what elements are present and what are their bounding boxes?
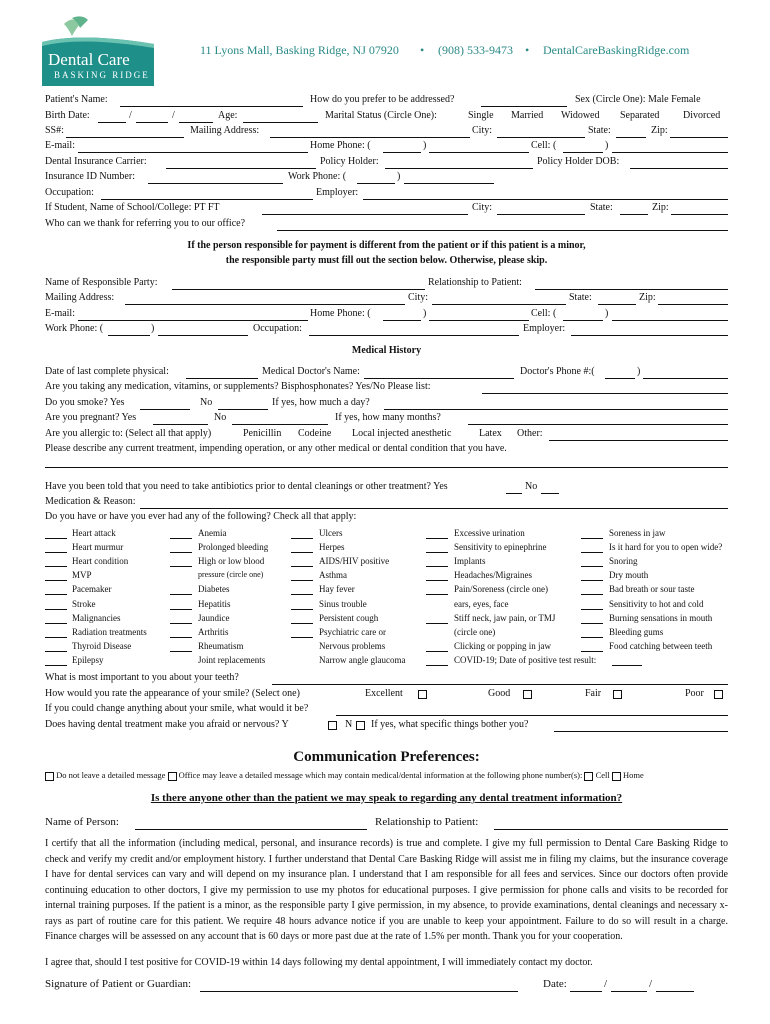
resp-city-label: City:: [408, 292, 429, 303]
holder-dob-label: Policy Holder DOB:: [537, 156, 620, 167]
marital-married[interactable]: Married: [511, 110, 544, 121]
allergy-codeine[interactable]: Codeine: [298, 428, 332, 439]
condition-label: Stiff neck, jaw pain, or TMJ: [454, 612, 556, 623]
student-city-label: City:: [472, 202, 493, 213]
afraid-no-label: N: [345, 719, 353, 730]
pregnant-no-label: No: [214, 412, 227, 423]
cell-label: Cell: [595, 770, 610, 780]
afraid-label: Does having dental treatment make you afraid or nervous? Y: [45, 719, 289, 730]
home-phone-area-field[interactable]: [383, 152, 421, 153]
resp-home-area-field[interactable]: [383, 320, 421, 321]
no-detail-checkbox[interactable]: [45, 772, 54, 781]
student-label: If Student, Name of School/College: PT FT: [45, 202, 220, 213]
condition-label: Pain/Soreness (circle one): [454, 584, 548, 595]
marital-single[interactable]: Single: [468, 110, 494, 121]
condition-label: Psychiatric care or: [319, 626, 386, 637]
condition-checkline[interactable]: [45, 566, 67, 567]
covid-agreement: I agree that, should I test positive for COVID-19 within 14 days following my dental appointment, I will immediately contact my doctor.: [45, 957, 593, 968]
birth-label: Birth Date:: [45, 110, 90, 121]
condition-label: MVP: [72, 570, 92, 581]
resp-mailing-field[interactable]: [125, 304, 405, 305]
resp-zip-field[interactable]: [658, 304, 728, 305]
resp-work-paren: ): [151, 323, 155, 334]
condition-label: ears, eyes, face: [454, 598, 509, 609]
resp-state-label: State:: [569, 292, 592, 303]
doctor-name-label: Medical Doctor's Name:: [262, 366, 360, 377]
age-label: Age:: [218, 110, 238, 121]
rate-fair-label: Fair: [585, 688, 602, 699]
resp-home-phone-label: Home Phone: (: [310, 308, 371, 319]
condition-checkline[interactable]: [170, 566, 192, 567]
resp-email-field[interactable]: [78, 320, 308, 321]
occupation-field[interactable]: [101, 199, 313, 200]
condition-label: Thyroid Disease: [72, 640, 132, 651]
home-phone-label: Home Phone: (: [310, 140, 371, 151]
condition-checkline[interactable]: [170, 594, 192, 595]
state-label: State:: [588, 125, 611, 136]
birth-slash: /: [129, 110, 132, 121]
smile-rate-label: How would you rate the appearance of your smile? (Select one): [45, 688, 300, 699]
condition-checkline[interactable]: [426, 651, 448, 652]
may-leave-label: Office may leave a detailed message which may contain medical/dental information at the following phone number(s):: [178, 770, 583, 780]
condition-label: Arthritis: [198, 626, 229, 637]
rate-good-checkbox[interactable]: [523, 690, 532, 699]
certification-paragraph: I certify that all the information (including medical, personal, and insurance records) is true and complete. I give my full permission to Dental Care Basking Ridge to check and verify my credit and/or employment history. I further understand that Dental Care Basking Ridge will assist me in filing my claims, but the insurance coverage I have for dental services can vary and will depend on my insurance plan. I understand that I am responsible for all fees and services. Since our doctors often provide continuing education to other doctors, I give my permission to use my photos for educational purposes. I give permission for phone calls and visits to be recorded for internal training purposes. If the patient is a minor, as the responsible party I give permission, in my absence, to provide examinations, dental cleanings and necessary x-rays as part of routine care for this patient. We require 48 hours advance notice if you are unable to keep your appointment. Failure to do so will result in a charge. Finance charges will be assessed on any account that is 60 days or more past due at the rate of 1.5% per month. Thank you for your cooperation.: [45, 838, 728, 942]
state-field[interactable]: [616, 137, 646, 138]
condition-checkline[interactable]: [170, 538, 192, 539]
date-label: Date:: [543, 978, 567, 990]
header-phone: (908) 533-9473: [438, 43, 513, 57]
condition-checkline[interactable]: [170, 637, 192, 638]
antibiotics-no-label: No: [525, 481, 538, 492]
condition-label: Persistent cough: [319, 612, 379, 623]
birth-day-field[interactable]: [136, 122, 168, 123]
condition-checkline[interactable]: [426, 623, 448, 624]
antibiotics-label: Have you been told that you need to take antibiotics prior to dental cleanings or other treatment? Yes: [45, 481, 448, 492]
work-phone-paren: ): [397, 171, 401, 182]
condition-checkline[interactable]: [170, 552, 192, 553]
smile-change-field[interactable]: [336, 715, 728, 716]
condition-label: Stroke: [72, 598, 96, 609]
condition-label: Hay fever: [319, 584, 355, 595]
doctor-phone-field[interactable]: [643, 378, 728, 379]
condition-label: Ulcers: [319, 528, 343, 538]
condition-label: AIDS/HIV positive: [319, 556, 390, 567]
home-phone-paren: ): [423, 140, 427, 151]
addressed-label: How do you prefer to be addressed?: [310, 94, 455, 105]
resp-name-label: Name of Responsible Party:: [45, 277, 158, 288]
resp-work-field[interactable]: [158, 335, 248, 336]
marital-separated[interactable]: Separated: [620, 110, 660, 121]
condition-label: Implants: [454, 556, 486, 567]
condition-checkline[interactable]: [426, 538, 448, 539]
carrier-label: Dental Insurance Carrier:: [45, 156, 147, 167]
smoke-yes-field[interactable]: [140, 409, 190, 410]
condition-checkline[interactable]: [581, 609, 603, 610]
condition-label: Is it hard for you to open wide?: [609, 542, 723, 553]
condition-checkline[interactable]: [291, 609, 313, 610]
smoke-label: Do you smoke? Yes: [45, 397, 125, 408]
person-name-label: Name of Person:: [45, 816, 119, 828]
condition-label: Sensitivity to hot and cold: [609, 598, 704, 609]
cell-field[interactable]: [612, 152, 728, 153]
cell-label: Cell: (: [531, 140, 557, 151]
smile-important-label: What is most important to you about your teeth?: [45, 672, 239, 683]
communication-title: Communication Preferences:: [293, 749, 480, 765]
resp-zip-label: Zip:: [639, 292, 656, 303]
condition-label: pressure (circle one): [198, 570, 264, 580]
covid-date-field[interactable]: [612, 665, 642, 666]
condition-checkline[interactable]: [291, 538, 313, 539]
condition-label: Food catching between teeth: [609, 640, 713, 651]
resp-mailing-label: Mailing Address:: [45, 292, 115, 303]
birth-slash-2: /: [172, 110, 175, 121]
smile-change-label: If you could change anything about your smile, what would it be?: [45, 703, 309, 714]
condition-checkline[interactable]: [291, 594, 313, 595]
condition-checkline[interactable]: [581, 637, 603, 638]
home-phone-field[interactable]: [429, 152, 529, 153]
student-state-label: State:: [590, 202, 613, 213]
brand-subtitle: BASKING RIDGE: [54, 70, 150, 80]
condition-checkline[interactable]: [45, 594, 67, 595]
afraid-what-label: If yes, what specific things bother you?: [371, 719, 529, 730]
student-city-field[interactable]: [497, 214, 585, 215]
antibiotics-no-field[interactable]: [541, 493, 559, 494]
date-day-field[interactable]: [611, 991, 647, 992]
employer-label: Employer:: [316, 187, 359, 198]
zip-field[interactable]: [670, 137, 728, 138]
resp-cell-area-field[interactable]: [563, 320, 603, 321]
condition-checkline[interactable]: [45, 580, 67, 581]
home-label: Home: [623, 770, 644, 780]
allergy-local[interactable]: Local injected anesthetic: [352, 428, 452, 439]
condition-checkline[interactable]: [291, 566, 313, 567]
condition-label: Joint replacements: [198, 654, 266, 665]
marital-widowed[interactable]: Widowed: [561, 110, 600, 121]
condition-checkline[interactable]: [170, 609, 192, 610]
birth-month-field[interactable]: [98, 122, 126, 123]
afraid-no-checkbox[interactable]: [356, 721, 365, 730]
allergic-label: Are you allergic to: (Select all that apply): [45, 428, 212, 439]
pregnant-yes-field[interactable]: [153, 424, 208, 425]
person-name-field[interactable]: [135, 829, 367, 830]
work-phone-field[interactable]: [404, 183, 494, 184]
resp-occupation-label: Occupation:: [253, 323, 302, 334]
student-state-field[interactable]: [620, 214, 648, 215]
condition-label: Diabetes: [198, 584, 230, 595]
condition-checkline[interactable]: [581, 538, 603, 539]
person-relationship-field[interactable]: [494, 829, 728, 830]
condition-checkline[interactable]: [291, 580, 313, 581]
months-field[interactable]: [468, 424, 728, 425]
condition-label: Asthma: [319, 570, 347, 581]
doctor-name-field[interactable]: [364, 378, 514, 379]
rate-poor-checkbox[interactable]: [714, 690, 723, 699]
cell-area-field[interactable]: [563, 152, 603, 153]
condition-label: Malignancies: [72, 612, 121, 623]
condition-checkline[interactable]: [45, 651, 67, 652]
brand-logo: [42, 14, 154, 86]
brand-name: Dental Care: [48, 50, 130, 69]
resp-city-field[interactable]: [432, 304, 566, 305]
marital-divorced[interactable]: Divorced: [683, 110, 721, 121]
age-field[interactable]: [243, 122, 318, 123]
condition-checkline[interactable]: [291, 552, 313, 553]
condition-label: Bad breath or sour taste: [609, 584, 695, 595]
condition-checkline[interactable]: [45, 538, 67, 539]
rate-poor-label: Poor: [685, 688, 704, 699]
condition-label: Bleeding gums: [609, 626, 664, 637]
condition-label: Pacemaker: [72, 584, 112, 595]
school-field[interactable]: [262, 214, 468, 215]
addressed-field[interactable]: [481, 106, 567, 107]
allergy-other-field[interactable]: [549, 440, 728, 441]
rate-good-label: Good: [488, 688, 511, 699]
condition-label: Snoring: [609, 556, 638, 567]
carrier-field[interactable]: [166, 168, 316, 169]
rate-excellent-label: Excellent: [365, 688, 403, 699]
work-phone-label: Work Phone: (: [288, 171, 347, 182]
ins-id-label: Insurance ID Number:: [45, 171, 135, 182]
last-physical-field[interactable]: [186, 378, 258, 379]
sex-label: Sex (Circle One): Male Female: [575, 94, 701, 105]
condition-checkline[interactable]: [45, 665, 67, 666]
condition-label: Rheumatism: [198, 640, 244, 651]
rate-excellent-checkbox[interactable]: [418, 690, 427, 699]
patient-name-field[interactable]: [120, 106, 303, 107]
date-slash: /: [604, 978, 608, 990]
mailing-field[interactable]: [270, 137, 470, 138]
condition-checkline[interactable]: [426, 594, 448, 595]
condition-label: Herpes: [319, 542, 345, 553]
ss-label: SS#:: [45, 125, 64, 136]
smoke-no-label: No: [200, 397, 213, 408]
afraid-yes-checkbox[interactable]: [328, 721, 337, 730]
condition-label: Jaundice: [198, 612, 230, 623]
resp-home-paren: ): [423, 308, 427, 319]
condition-label: Epilepsy: [72, 654, 104, 665]
zip-label: Zip:: [651, 125, 668, 136]
condition-label: Narrow angle glaucoma: [319, 654, 406, 665]
resp-email-label: E-mail:: [45, 308, 75, 319]
resp-cell-field[interactable]: [612, 320, 728, 321]
condition-label: Nervous problems: [319, 640, 386, 651]
condition-label: Anemia: [198, 528, 227, 538]
resp-work-phone-label: Work Phone: (: [45, 323, 104, 334]
allergy-penicillin[interactable]: Penicillin: [243, 428, 282, 439]
resp-cell-label: Cell: (: [531, 308, 557, 319]
resp-relationship-field[interactable]: [535, 289, 728, 290]
holder-dob-field[interactable]: [630, 168, 728, 169]
smoke-how-field[interactable]: [384, 409, 728, 410]
doctor-phone-label: Doctor's Phone #:(: [520, 366, 595, 377]
medication-label: Are you taking any medication, vitamins, or supplements? Bisphosphonates? Yes/No Please list:: [45, 381, 431, 392]
resp-cell-paren: ): [605, 308, 609, 319]
condition-checkline[interactable]: [426, 552, 448, 553]
antibiotics-yes-field[interactable]: [506, 493, 522, 494]
cell-checkbox[interactable]: [584, 772, 593, 781]
condition-checkline[interactable]: [581, 566, 603, 567]
occupation-label: Occupation:: [45, 187, 94, 198]
condition-label: Heart condition: [72, 556, 129, 567]
holder-field[interactable]: [385, 168, 533, 169]
resp-work-area-field[interactable]: [108, 335, 150, 336]
city-field[interactable]: [497, 137, 585, 138]
condition-checkline[interactable]: [45, 623, 67, 624]
email-field[interactable]: [78, 152, 308, 153]
condition-label: High or low blood: [198, 556, 265, 567]
email-label: E-mail:: [45, 140, 75, 151]
pregnant-no-field[interactable]: [232, 424, 328, 425]
holder-label: Policy Holder:: [320, 156, 379, 167]
condition-checkline[interactable]: [581, 623, 603, 624]
resp-occupation-field[interactable]: [309, 335, 519, 336]
current-treatment-label: Please describe any current treatment, impending operation, or any other medical or dental condition that you have.: [45, 443, 507, 454]
communication-options: [45, 770, 644, 781]
last-physical-label: Date of last complete physical:: [45, 366, 169, 377]
header-bullet: •: [420, 43, 425, 57]
may-leave-checkbox[interactable]: [168, 772, 177, 781]
referral-label: Who can we thank for referring you to our office?: [45, 218, 246, 229]
smile-important-field[interactable]: [272, 684, 728, 685]
resp-employer-label: Employer:: [523, 323, 566, 334]
resp-relationship-label: Relationship to Patient:: [428, 277, 522, 288]
rate-fair-checkbox[interactable]: [613, 690, 622, 699]
condition-checkline[interactable]: [581, 651, 603, 652]
no-detail-label: Do not leave a detailed message: [56, 770, 166, 780]
condition-checkline[interactable]: [581, 580, 603, 581]
condition-label: Soreness in jaw: [609, 528, 666, 538]
med-reason-field[interactable]: [140, 508, 728, 509]
condition-checkline[interactable]: [45, 637, 67, 638]
condition-checkline[interactable]: [426, 665, 448, 666]
doctor-phone-paren: ): [637, 366, 641, 377]
condition-checkline[interactable]: [581, 552, 603, 553]
condition-label: Sinus trouble: [319, 598, 367, 609]
referral-field[interactable]: [277, 230, 728, 231]
city-label: City:: [472, 125, 493, 136]
med-reason-label: Medication & Reason:: [45, 496, 136, 507]
condition-label: Heart murmur: [72, 542, 124, 553]
condition-checkline[interactable]: [291, 623, 313, 624]
ins-id-field[interactable]: [148, 183, 283, 184]
condition-label: Radiation treatments: [72, 626, 147, 637]
person-relationship-label: Relationship to Patient:: [375, 816, 479, 828]
header-bullet-2: •: [525, 43, 530, 57]
header-address: 11 Lyons Mall, Basking Ridge, NJ 07920: [200, 43, 399, 57]
student-zip-field[interactable]: [671, 214, 728, 215]
allergy-other: Other:: [517, 428, 543, 439]
condition-checkline[interactable]: [291, 637, 313, 638]
condition-checkline[interactable]: [581, 594, 603, 595]
smoke-how-label: If yes, how much a day?: [272, 397, 370, 408]
afraid-what-field[interactable]: [554, 731, 728, 732]
work-phone-area-field[interactable]: [357, 183, 395, 184]
condition-label: Heart attack: [72, 528, 116, 538]
student-zip-label: Zip:: [652, 202, 669, 213]
birth-year-field[interactable]: [179, 122, 213, 123]
signature-field[interactable]: [200, 991, 518, 992]
marital-label: Marital Status (Circle One):: [325, 110, 437, 121]
allergy-latex[interactable]: Latex: [479, 428, 502, 439]
smoke-no-field[interactable]: [218, 409, 268, 410]
condition-label: Dry mouth: [609, 570, 649, 581]
employer-field[interactable]: [363, 199, 728, 200]
resp-name-field[interactable]: [172, 289, 425, 290]
responsible-notice-2: the responsible party must fill out the section below. Otherwise, please skip.: [225, 255, 548, 266]
months-label: If yes, how many months?: [335, 412, 441, 423]
condition-label: Burning sensations in mouth: [609, 612, 713, 623]
date-month-field[interactable]: [570, 991, 602, 992]
condition-checkline[interactable]: [426, 580, 448, 581]
pregnant-label: Are you pregnant? Yes: [45, 412, 137, 423]
date-slash-2: /: [649, 978, 653, 990]
header-website: DentalCareBaskingRidge.com: [543, 43, 690, 57]
condition-label: Excessive urination: [454, 528, 525, 538]
responsible-notice-1: If the person responsible for payment is different from the patient or if this patient is a minor,: [187, 240, 586, 251]
condition-label: Hepatitis: [198, 598, 231, 609]
conditions-question: Do you have or have you ever had any of the following? Check all that apply:: [45, 511, 357, 522]
patient-name-label: Patient's Name:: [45, 94, 108, 105]
condition-label: Clicking or popping in jaw: [454, 640, 551, 651]
ss-field[interactable]: [66, 137, 184, 138]
signature-label: Signature of Patient or Guardian:: [45, 978, 192, 990]
condition-label: Headaches/Migraines: [454, 570, 532, 581]
other-person-question: Is there anyone other than the patient we may speak to regarding any dental treatment information?: [150, 792, 623, 804]
condition-label: COVID-19; Date of positive test result:: [454, 654, 597, 665]
mailing-label: Mailing Address:: [190, 125, 260, 136]
condition-label: Prolonged bleeding: [198, 542, 269, 553]
condition-checkline[interactable]: [170, 651, 192, 652]
resp-employer-field[interactable]: [571, 335, 728, 336]
cell-paren: ): [605, 140, 609, 151]
condition-checkline[interactable]: [170, 623, 192, 624]
condition-checkline[interactable]: [45, 552, 67, 553]
condition-checkline[interactable]: [45, 609, 67, 610]
medication-field[interactable]: [482, 393, 728, 394]
home-checkbox[interactable]: [612, 772, 621, 781]
resp-state-field[interactable]: [598, 304, 636, 305]
condition-label: (circle one): [454, 626, 496, 637]
condition-label: Sensitivity to epinephrine: [454, 542, 547, 553]
resp-home-field[interactable]: [429, 320, 529, 321]
date-year-field[interactable]: [656, 991, 694, 992]
doctor-phone-area-field[interactable]: [605, 378, 635, 379]
current-treatment-field[interactable]: [45, 467, 728, 468]
condition-checkline[interactable]: [426, 566, 448, 567]
medical-history-title: Medical History: [351, 345, 422, 356]
